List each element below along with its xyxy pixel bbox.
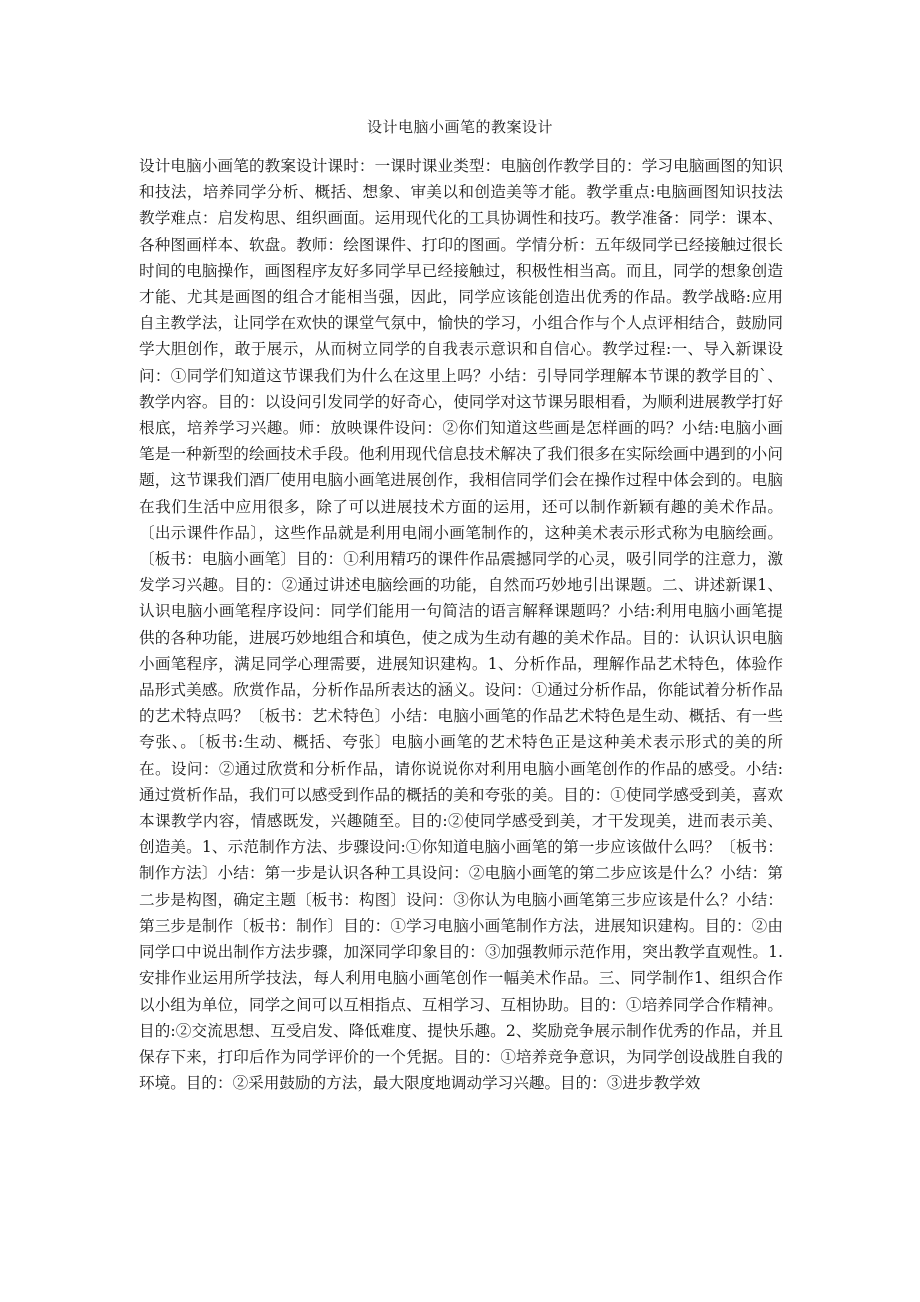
document-title: 设计电脑小画笔的教案设计 [366, 118, 553, 136]
document-body-paragraph: 设计电脑小画笔的教案设计课时：一课时课业类型：电脑创作教学目的：学习电脑画图的知识和技法，培养同学分析、概括、想象、审美以和创造美等才能。教学重点:电脑画图知识技法教学难点：启发构思、组织画面。运用现代化的工具协调性和技巧。教学准备：同学：课本、各种图画样本、软盘。教师：绘图课件、打印的图画。学情分析：五年级同学已经接触过很长时间的电脑操作，画图程序友好多同学早已经接触过，积极性相当高。而且，同学的想象创造才能、尤其是画图的组合才能相当强，因此，同学应该能创造出优秀的作品。教学战略:应用自主教学法，让同学在欢快的课堂气氛中，愉快的学习，小组合作与个人点评相结合，鼓励同学大胆创作，敢于展示，从而树立同学的自我表示意识和自信心。教学过程:一、导入新课设问：①同学们知道这节课我们为什么在这里上吗？小结：引导同学理解本节课的教学目的`、教学内容。目的：以设问引发同学的好奇心，使同学对这节课另眼相看，为顺利进展教学打好根底，培养学习兴趣。师：放映课件设问：②你们知道这些画是怎样画的吗？小结:电脑小画笔是一种新型的绘画技术手段。他利用现代信息技术解决了我们很多在实际绘画中遇到的小问题，这节课我们酒厂使用电脑小画笔进展创作，我相信同学们会在操作过程中体会到的。电脑在我们生活中应用很多，除了可以进展技术方面的运用，还可以制作新颖有趣的美术作品。〔出示课件作品〕，这些作品就是利用电闹小画笔制作的，这种美术表示形式称为电脑绘画。〔板书：电脑小画笔〕目的：①利用精巧的课件作品震撼同学的心灵，吸引同学的注意力，激发学习兴趣。目的：②通过讲述电脑绘画的功能，自然而巧妙地引出课题。二、讲述新课1、认识电脑小画笔程序设问：同学们能用一句简洁的语言解释课题吗？小结:利用电脑小画笔提供的各种功能，进展巧妙地组合和填色，使之成为生动有趣的美术作品。目的：认识认识电脑小画笔程序，满足同学心理需要，进展知识建构。1、分析作品，理解作品艺术特色，体验作品形式美感。欣赏作品，分析作品所表达的涵义。设问：①通过分析作品，你能试着分析作品的艺术特点吗？〔板书：艺术特色〕小结：电脑小画笔的作品艺术特色是生动、概括、有一些夸张、。〔板书:生动、概括、夸张〕电脑小画笔的艺术特色正是这种美术表示形式的美的所在。设问：②通过欣赏和分析作品，请你说说你对利用电脑小画笔创作的作品的感受。小结:通过赏析作品，我们可以感受到作品的概括的美和夸张的美。目的：①使同学感受到美，喜欢本课教学内容，情感既发，兴趣随至。目的:②使同学感受到美，才干发现美，进而表示美、创造美。1、示范制作方法、步骤设问:①你知道电脑小画笔的第一步应该做什么吗？〔板书：制作方法〕小结：第一步是认识各种工具设问：②电脑小画笔的第二步应该是什么？小结：第二步是构图，确定主题〔板书：构图〕设问：③你认为电脑小画笔第三步应该是什么？小结：第三步是制作〔板书：制作〕目的：①学习电脑小画笔制作方法，进展知识建构。目的：②由同学口中说出制作方法步骤，加深同学印象目的：③加强教师示范作用，突出教学直观性。1.安排作业运用所学技法，每人利用电脑小画笔创作一幅美术作品。三、同学制作1、组织合作以小组为单位，同学之间可以互相指点、互相学习、互相协助。目的：①培养同学合作精神。目的:②交流思想、互受启发、降低难度、提快乐趣。2、奖励竞争展示制作优秀的作品，并且保存下来，打印后作为同学评价的一个凭据。目的：①培养竞争意识，为同学创设战胜自我的环境。目的：②采用鼓励的方法，最大限度地调动学习兴趣。目的：③进步教学效 [139, 157, 783, 1093]
